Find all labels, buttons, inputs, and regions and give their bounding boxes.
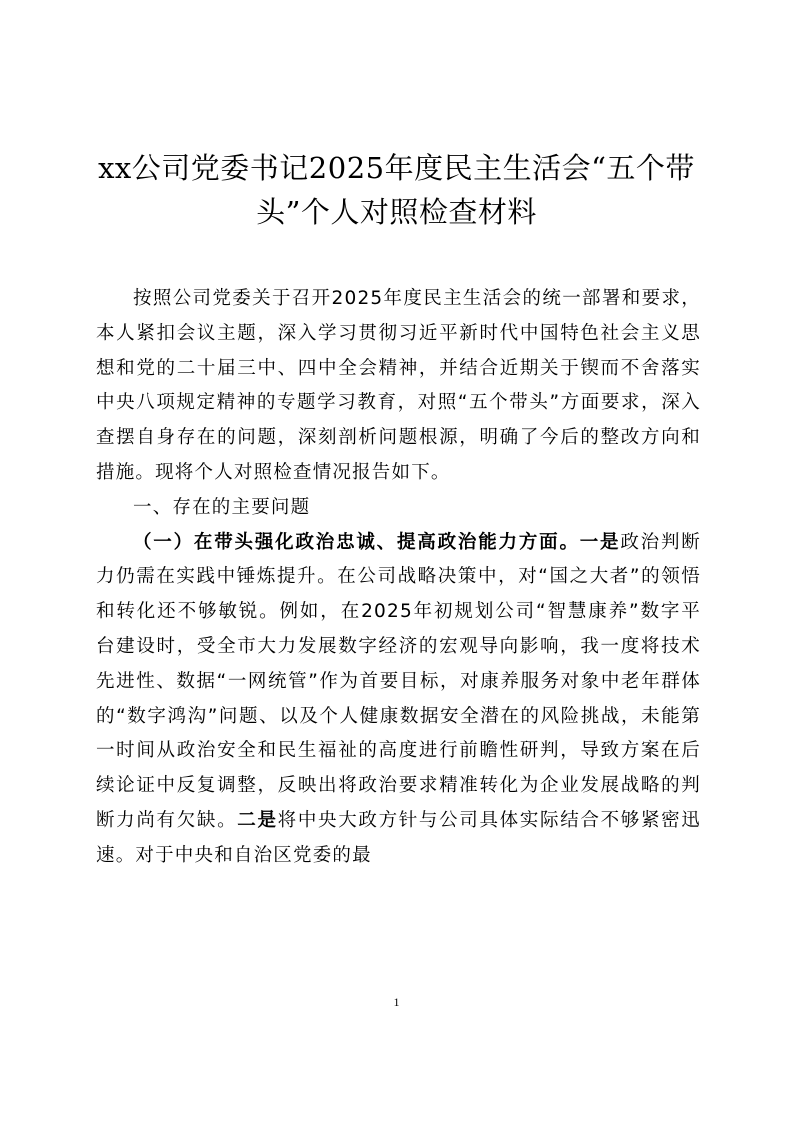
intro-paragraph: 按照公司党委关于召开2025年度民主生活会的统一部署和要求，本人紧扣会议主题，深入学习贯彻习近平新时代中国特色社会主义思想和党的二十届三中、四中全会精神，并结合近期关于锲而不舍落实中央八项规定精神的专题学习教育，对照“五个带头”方面要求，深入查摆自身存在的问题，深刻剖析问题根源，明确了今后的整改方向和措施。现将个人对照检查情况报告如下。 [96, 288, 701, 483]
subsection-heading: （一）在带头强化政治忠诚、提高政治能力方面。 [133, 531, 580, 553]
point-text: 政治判断力仍需在实践中锤炼提升。在公司战略决策中，对“国之大者”的领悟和转化还不够敏锐。例如，在2025年初规划公司“智慧康养”数字平台建设时，受全市大力发展数字经济的宏观导向影响，我一度将技术先进性、数据“一网统管”作为首要目标，对康养服务对象中老年群体的“数字鸿沟”问题、以及个人健康数据安全潜在的风险挑战，未能第一时间从政治安全和民生福祉的高度进行前瞻性研判，导致方案在后续论证中反复调整，反映出将政治要求精准转化为企业发展战略的判断力尚有欠缺。 [96, 531, 701, 831]
page-number: 1 [393, 995, 400, 1009]
document-title: xx公司党委书记2025年度民主生活会“五个带头”个人对照检查材料 [98, 151, 695, 229]
section-heading: 一、存在的主要问题 [133, 496, 311, 518]
document-body [96, 282, 701, 874]
point-label: 二是 [237, 809, 278, 831]
subsection-paragraph [96, 526, 701, 874]
point-text: 将中央大政方针与公司具体实际结合不够紧密迅速。对于中央和自治区党委的最 [96, 809, 702, 866]
point-label: 一是 [579, 531, 621, 553]
